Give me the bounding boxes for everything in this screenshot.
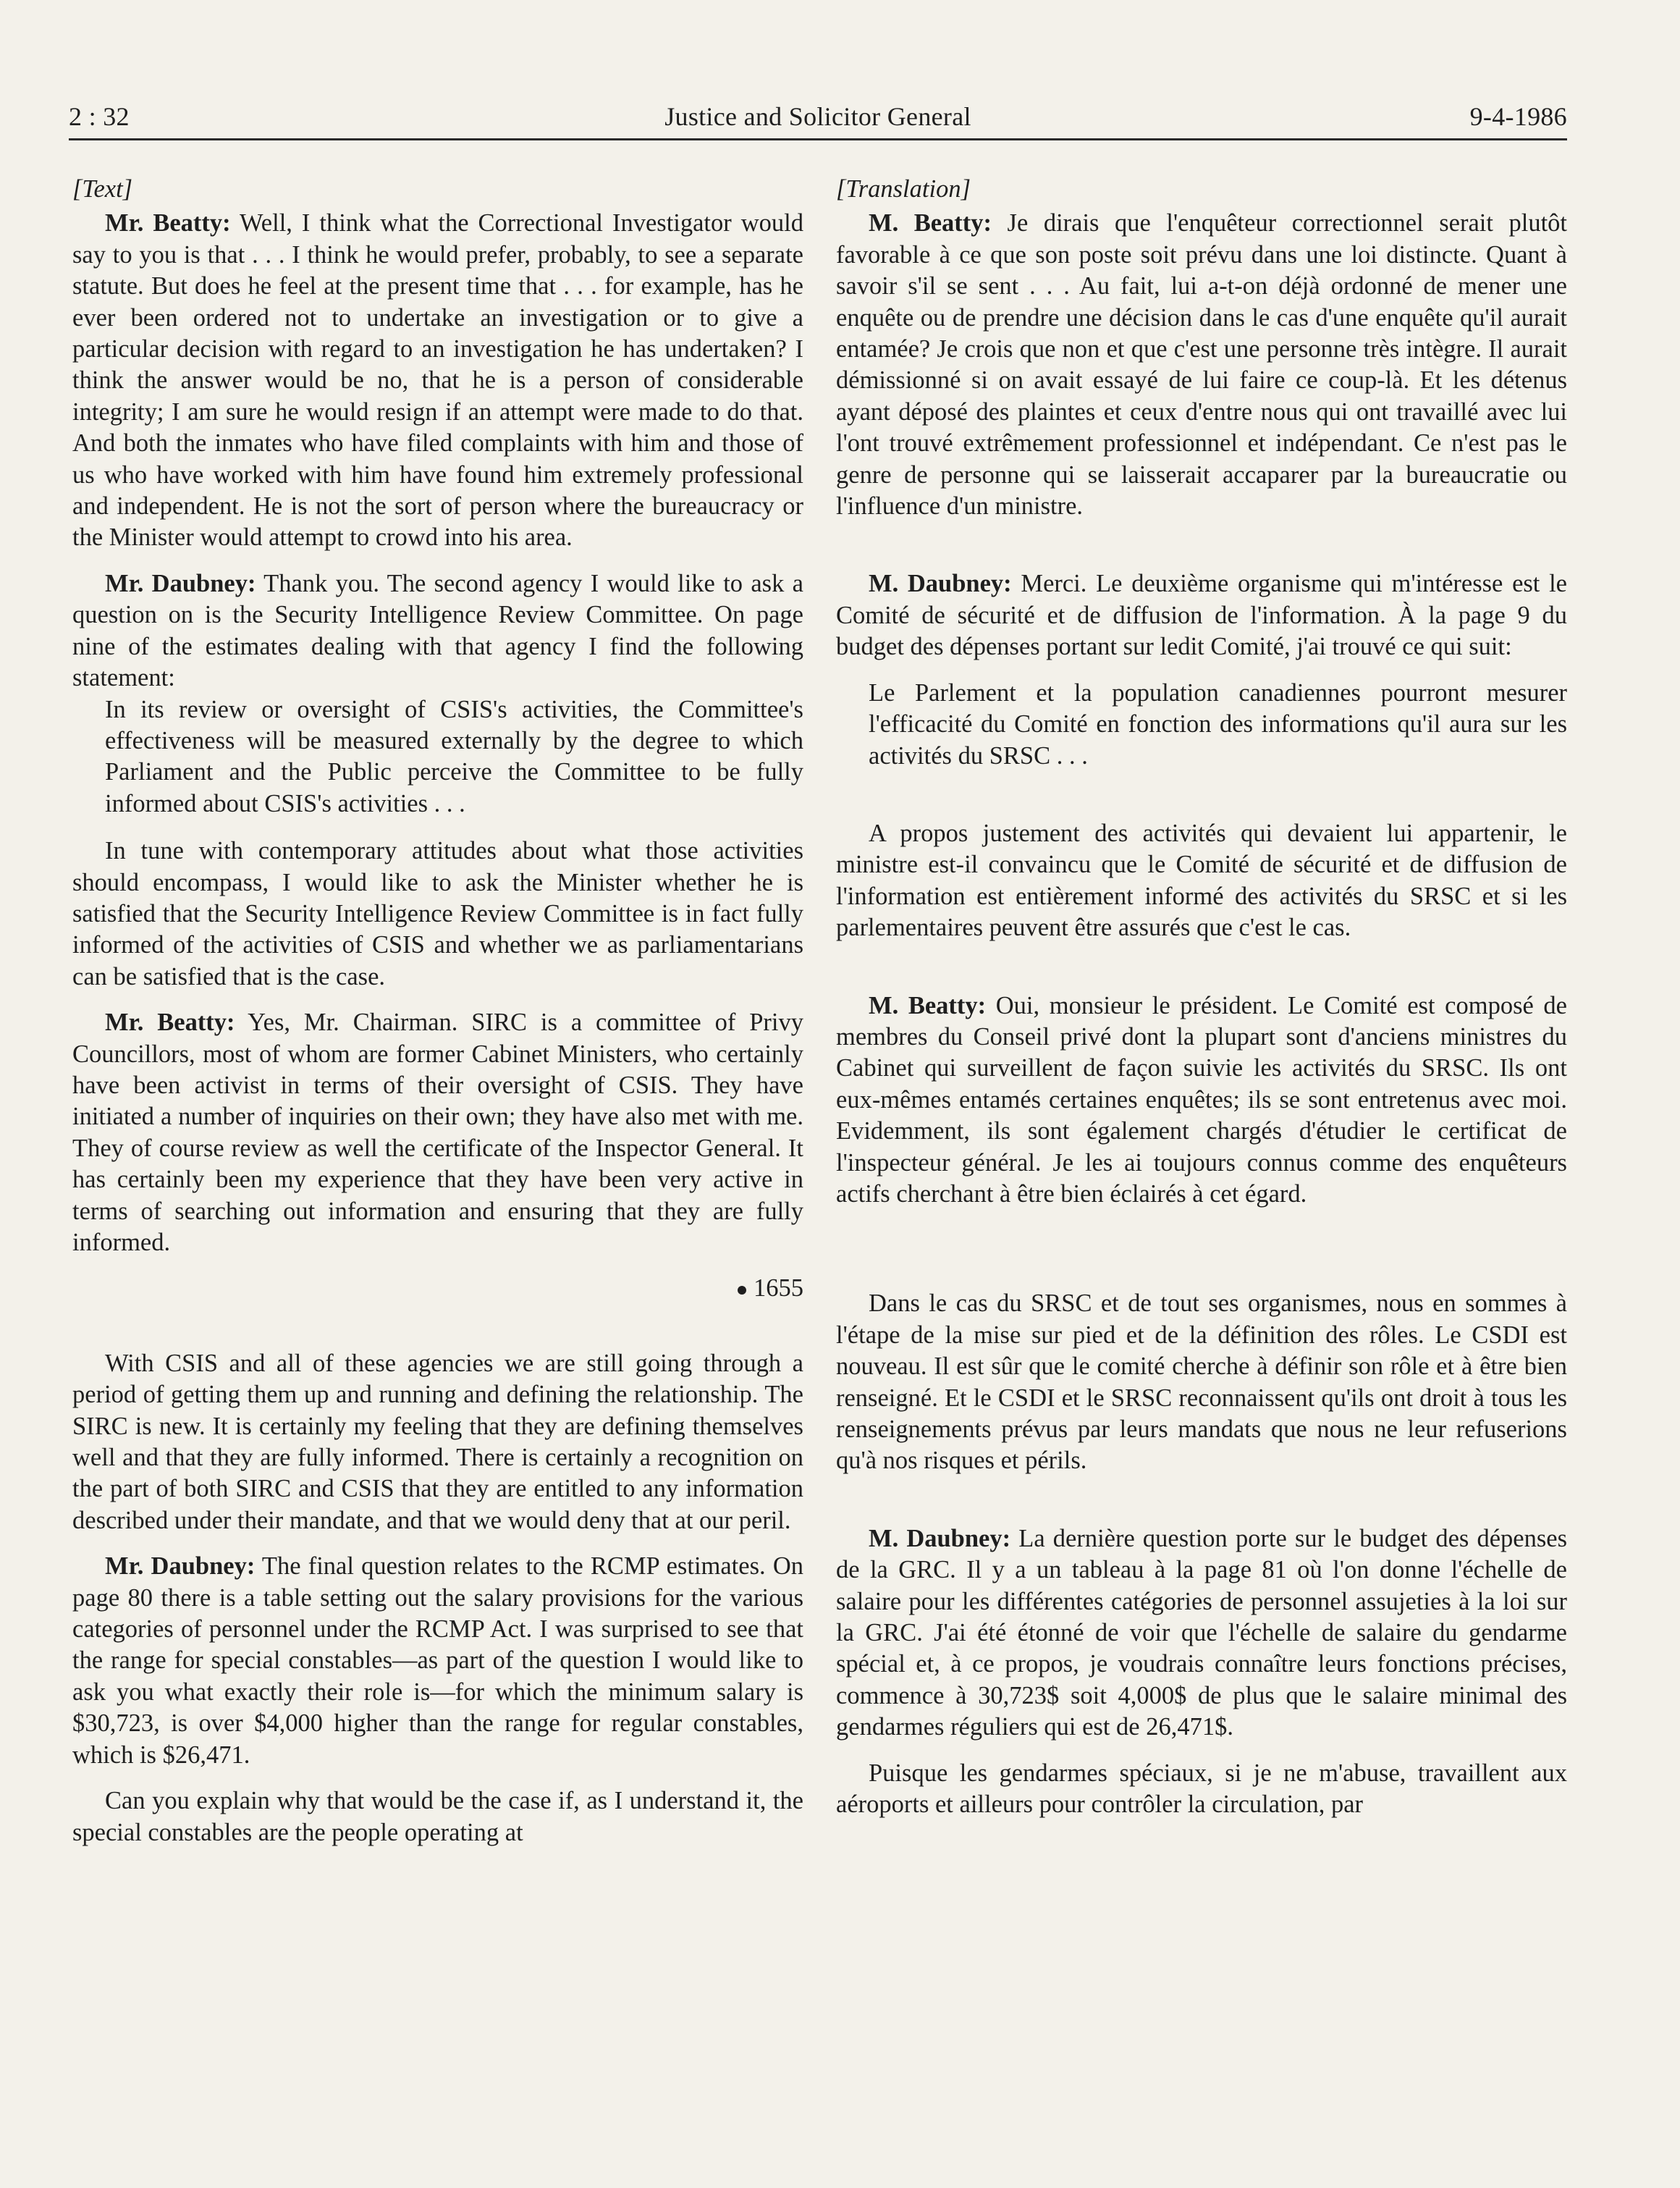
time-marker-text: 1655 — [754, 1274, 803, 1303]
paragraph — [836, 990, 1567, 1211]
paragraph: A propos justement des activités qui devaient lui appartenir, le ministre est-il convaincu que le Comité de sécurité et de diffusion de l'information est entièrement informé des activités du SRSC et si les parlementaires peuvent être assurés que c'est le cas. — [836, 819, 1567, 942]
speaker-name: Mr. Beatty: — [105, 209, 231, 237]
text-tag: [Text] — [72, 175, 133, 203]
paragraph: With CSIS and all of these agencies we are still going through a period of getting them up and running and defining the relationship. The SIRC is new. It is certainly my feeling that they are defining themselves well and that they are fully informed. There is certainly a recognition on the part of both SIRC and CSIS that they are entitled to any information described under their mandate, and that we would deny that at our peril. — [72, 1349, 803, 1534]
paragraph — [836, 208, 1567, 522]
bullet-icon — [738, 1286, 746, 1295]
running-title: Justice and Solicitor General — [664, 102, 971, 131]
speaker-name: Mr. Beatty: — [105, 1009, 235, 1037]
paragraph: In tune with contemporary attitudes about what those activities should encompass, I would like to ask the Minister whether he is satisfied that the Security Intelligence Review Committee is in fact fully informed of the activities of CSIS and whether we as parliamentarians can be satisfied that is the case. — [72, 837, 803, 990]
paragraph-text: Je dirais que l'enquêteur correctionnel serait plutôt favorable à ce que son poste soit prévu dans une loi distincte. Quant à savoir s'il se sent . . . Au fait, lui a-t-on déjà ordonné de mener une enquête ou de prendre une décision dans le cas d'une enquête qu'il aurait entamée? Je crois que non et que c'est une personne très intègre. Il aurait démissionné si on avait essayé de lui faire ce coup-là. Et les détenus ayant déposé des plaintes et ceux d'entre nous qui ont travaillé avec lui l'ont trouvé extrêmement professionnel et indépendant. Ce n'est pas le genre de personne qui se laisserait accaparer par la bureaucratie ou l'influence d'un ministre. — [836, 209, 1567, 521]
paragraph: Can you explain why that would be the case if, as I understand it, the special constables are the people operating at — [72, 1787, 803, 1846]
paragraph — [836, 1523, 1567, 1743]
paragraph-text: The final question relates to the RCMP estimates. On page 80 there is a table setting out the salary provisions for the various categories of personnel under the RCMP Act. I was surprised to see that the range for special constables—as part of the question I would like to ask you what exactly their role is—for which the minimum salary is $30,723, is over $4,000 higher than the range for regular constables, which is $26,471. — [72, 1552, 803, 1769]
paragraph-text: Well, I think what the Correctional Investigator would say to you is that . . . I think he would prefer, probably, to see a separate statute. But does he feel at the present time that . . . for example, has he ever been ordered not to undertake an investigation or to give a particular decision with regard to an investigation he has undertaken? I think the answer would be no, that he is a person of considerable integrity; I am sure he would resign if an attempt were made to do that. And both the inmates who have filed complaints with him and those of us who have worked with him have found him extremely professional and independent. He is not the sort of person where the bureaucracy or the Minister would attempt to crowd into his area. — [72, 209, 803, 552]
paragraph: Dans le cas du SRSC et de tout ses organismes, nous en sommes à l'étape de la mise sur pied et de la définition des rôles. Le CSDI est nouveau. Il est sûr que le comité cherche à définir son rôle et à être bien renseigné. Et le CSDI et le SRSC reconnaissent qu'ils ont droit à tous les renseignements prévus par leurs mandats que nous ne leur refuserions qu'à nos risques et périls. — [836, 1289, 1567, 1475]
time-marker — [72, 1273, 803, 1304]
french-column — [836, 174, 1567, 1820]
paragraph — [72, 1551, 803, 1771]
speaker-name: M. Daubney: — [869, 1524, 1011, 1552]
paragraph — [72, 1007, 803, 1258]
speaker-name: M. Beatty: — [869, 209, 992, 237]
header-date: 9-4-1986 — [1469, 102, 1567, 131]
speaker-name: Mr. Daubney: — [105, 569, 256, 597]
paragraph — [72, 208, 803, 553]
paragraph-text: Yes, Mr. Chairman. SIRC is a committee of Privy Councillors, most of whom are former Cabinet Ministers, who certainly have been activist in terms of their oversight of CSIS. They have initiated a number of inquiries on their own; they have also met with me. They of course review as well the certificate of the Inspector General. It has certainly been my experience that they have been very active in terms of searching out information and ensuring that they are fully informed. — [72, 1009, 803, 1256]
speaker-name: Mr. Daubney: — [105, 1552, 256, 1581]
paragraph-text: La dernière question porte sur le budget des dépenses de la GRC. Il y a un tableau à la page 81 où l'on donne l'échelle de salaire pour les différentes catégories de personnel assujeties à la loi sur la GRC. J'ai été étonné de voir que l'échelle de salaire du gendarme spécial et, à ce propos, je voudrais connaître leurs fonctions précises, commence à 30,723$ soit 4,000$ de plus que le salaire minimal des gendarmes réguliers qui est de 26,471$. — [836, 1524, 1567, 1741]
running-header — [69, 101, 1567, 136]
translation-tag: [Translation] — [836, 175, 971, 203]
speaker-name: M. Beatty: — [869, 991, 987, 1019]
paragraph: Puisque les gendarmes spéciaux, si je ne m'abuse, travaillent aux aéroports et ailleurs pour contrôler la circulation, par — [836, 1759, 1567, 1819]
english-column — [72, 174, 803, 1848]
paragraph-text: Thank you. The second agency I would like to ask a question on is the Security Intelligence Review Committee. On page nine of the estimates dealing with that agency I find the following statement: — [72, 569, 803, 692]
header-rule — [69, 138, 1567, 140]
quotation: In its review or oversight of CSIS's activities, the Committee's effectiveness will be measured externally by the degree to which Parliament and the Public perceive the Committee to be fully informed about CSIS's activities . . . — [105, 695, 803, 817]
paragraph-text: Merci. Le deuxième organisme qui m'intéresse est le Comité de sécurité et de diffusion de l'information. À la page 9 du budget des dépenses portant sur ledit Comité, j'ai trouvé ce qui suit: — [836, 570, 1567, 661]
paragraph — [836, 568, 1567, 662]
quotation: Le Parlement et la population canadiennes pourront mesurer l'efficacité du Comité en fonction des informations qu'il aura sur les activités du SRSC . . . — [869, 678, 1567, 770]
paragraph-text: Oui, monsieur le président. Le Comité est composé de membres du Conseil privé dont la plupart sont d'anciens ministres du Cabinet qui surveillent de façon suivie les activités du SRSC. Ils ont eux-mêmes entamés certaines enquêtes; ils se sont entretenus avec moi. Evidemment, ils sont également chargés d'étudier le certificat de l'inspecteur général. Je les ai toujours connus comme des enquêteurs actifs cherchant à être bien éclairés à cet égard. — [836, 991, 1567, 1208]
paragraph — [72, 568, 803, 694]
page-number: 2 : 32 — [69, 102, 130, 131]
speaker-name: M. Daubney: — [869, 570, 1012, 598]
